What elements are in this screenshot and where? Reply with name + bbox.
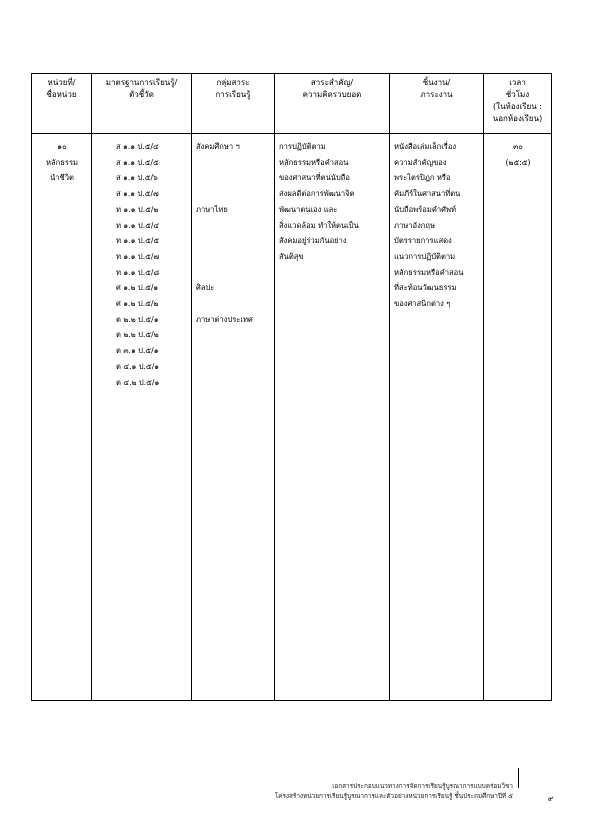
standard-item: ท ๑.๑ ป.๕/๔ — [116, 220, 160, 230]
task-line: พระไตรปิฎก หรือ — [394, 173, 451, 183]
standard-item: ศ ๑.๒ ป.๕/๑ — [116, 283, 159, 293]
task-line: ของศาสนิกต่าง ๆ — [394, 299, 451, 309]
task-line: นับถือพร้อมคำศัพท์ — [394, 204, 456, 214]
concept-line: การปฏิบัติตาม — [279, 142, 326, 151]
unit-number: ๑๐ — [57, 142, 67, 151]
concept-line: สังคมอยู่ร่วมกันอย่าง — [279, 236, 347, 246]
task-line: บัตรรายการแสดง — [394, 236, 452, 246]
concept-line: สันติสุข — [279, 251, 304, 261]
standard-item: ส ๑.๑ ป.๕/๔ — [116, 142, 159, 151]
subject-cell — [192, 134, 275, 701]
concept-line: ของศาสนาที่ตนนับถือ — [279, 173, 350, 183]
header-unit: หน่วยที่/ ชื่อหน่วย — [32, 74, 92, 134]
unit-name: นำชีวิต — [50, 173, 74, 183]
page-footer — [275, 781, 513, 801]
table-header-row — [32, 74, 552, 134]
task-line: หลักธรรมหรือคำสอน — [394, 267, 464, 277]
standard-item: ต ๔.๑ ป.๕/๑ — [116, 361, 160, 371]
footer-line-2: โครงสร้างหน่วยการเรียนรู้บูรณาการและตัวอย่างหน่วยการเรียนรู้ ชั้นประถมศึกษาปีที่ ๕ — [274, 792, 513, 800]
task-line: คัมภีร์ในศาสนาที่ตน — [394, 189, 461, 199]
standard-item: ท ๑.๑ ป.๕/๘ — [116, 267, 160, 277]
standards-cell — [92, 134, 192, 701]
task-line: ที่สะท้อนวัฒนธรรม — [394, 283, 457, 293]
header-standards: มาตรฐานการเรียนรู้/ ตัวชี้วัด — [92, 74, 192, 134]
standard-item: ศ ๑.๒ ป.๕/๒ — [116, 299, 159, 309]
footer-line-1: เอกสารประกอบแนวทางการจัดการเรียนรู้บูรณาการแบบคร่อมวิชา — [332, 782, 513, 790]
header-concept: สาระสำคัญ/ ความคิดรวบยอด — [275, 74, 390, 134]
unit-cell — [32, 134, 92, 701]
concept-line: ส่งผลดีต่อการพัฒนาจิต — [279, 189, 355, 199]
header-tasks: ชิ้นงาน/ ภาระงาน — [390, 74, 484, 134]
header-subject-group: กลุ่มสาระ การเรียนรู้ — [192, 74, 275, 134]
standard-item: ส ๑.๑ ป.๕/๕ — [116, 157, 159, 167]
subject-item: ภาษาไทย — [196, 204, 228, 214]
task-line: ความสำคัญของ — [394, 157, 447, 167]
header-time: เวลา ชั่วโมง (ในห้องเรียน : นอกห้องเรียน) — [484, 74, 552, 134]
tasks-cell — [390, 134, 484, 701]
concept-line: หลักธรรมหรือคำสอน — [279, 157, 349, 167]
table-row — [32, 134, 552, 701]
task-line: แนวการปฏิบัติตาม — [394, 251, 456, 261]
unit-name: หลักธรรม — [45, 157, 79, 167]
standard-item: ท ๑.๑ ป.๕/๒ — [116, 204, 159, 214]
subject-item: ศิลปะ — [196, 283, 215, 293]
concept-line: พัฒนาตนเอง และ — [279, 204, 338, 214]
time-split: (๒๕:๕) — [505, 157, 531, 167]
curriculum-table — [31, 73, 552, 701]
standard-item: ต ๓.๑ ป.๕/๑ — [116, 346, 159, 356]
time-hours: ๓๐ — [513, 142, 523, 151]
subject-item: ภาษาต่างประเทศ — [196, 314, 253, 324]
task-line: หนังสือเล่มเล็กเรื่อง — [394, 142, 457, 151]
standard-item: ส ๑.๑ ป.๕/๖ — [116, 173, 158, 183]
footer-divider — [518, 768, 519, 788]
page-number: ๙ — [548, 795, 554, 803]
concept-cell — [275, 134, 390, 701]
concept-line: สิ่งแวดล้อม ทำให้ตนเป็น — [279, 220, 359, 230]
standard-item: ต ๒.๒ ป.๕/๑ — [116, 314, 159, 324]
standard-item: ท ๑.๑ ป.๕/๕ — [116, 236, 160, 246]
standard-item: ต ๔.๒ ป.๕/๑ — [116, 377, 160, 387]
standard-item: ต ๒.๒ ป.๕/๒ — [116, 330, 159, 340]
standard-item: ส ๑.๑ ป.๕/๗ — [116, 189, 159, 199]
subject-item: สังคมศึกษา ฯ — [196, 142, 240, 151]
time-cell — [484, 134, 552, 701]
standard-item: ท ๑.๑ ป.๕/๗ — [116, 251, 160, 261]
task-line: ภาษาอังกฤษ — [394, 220, 436, 230]
